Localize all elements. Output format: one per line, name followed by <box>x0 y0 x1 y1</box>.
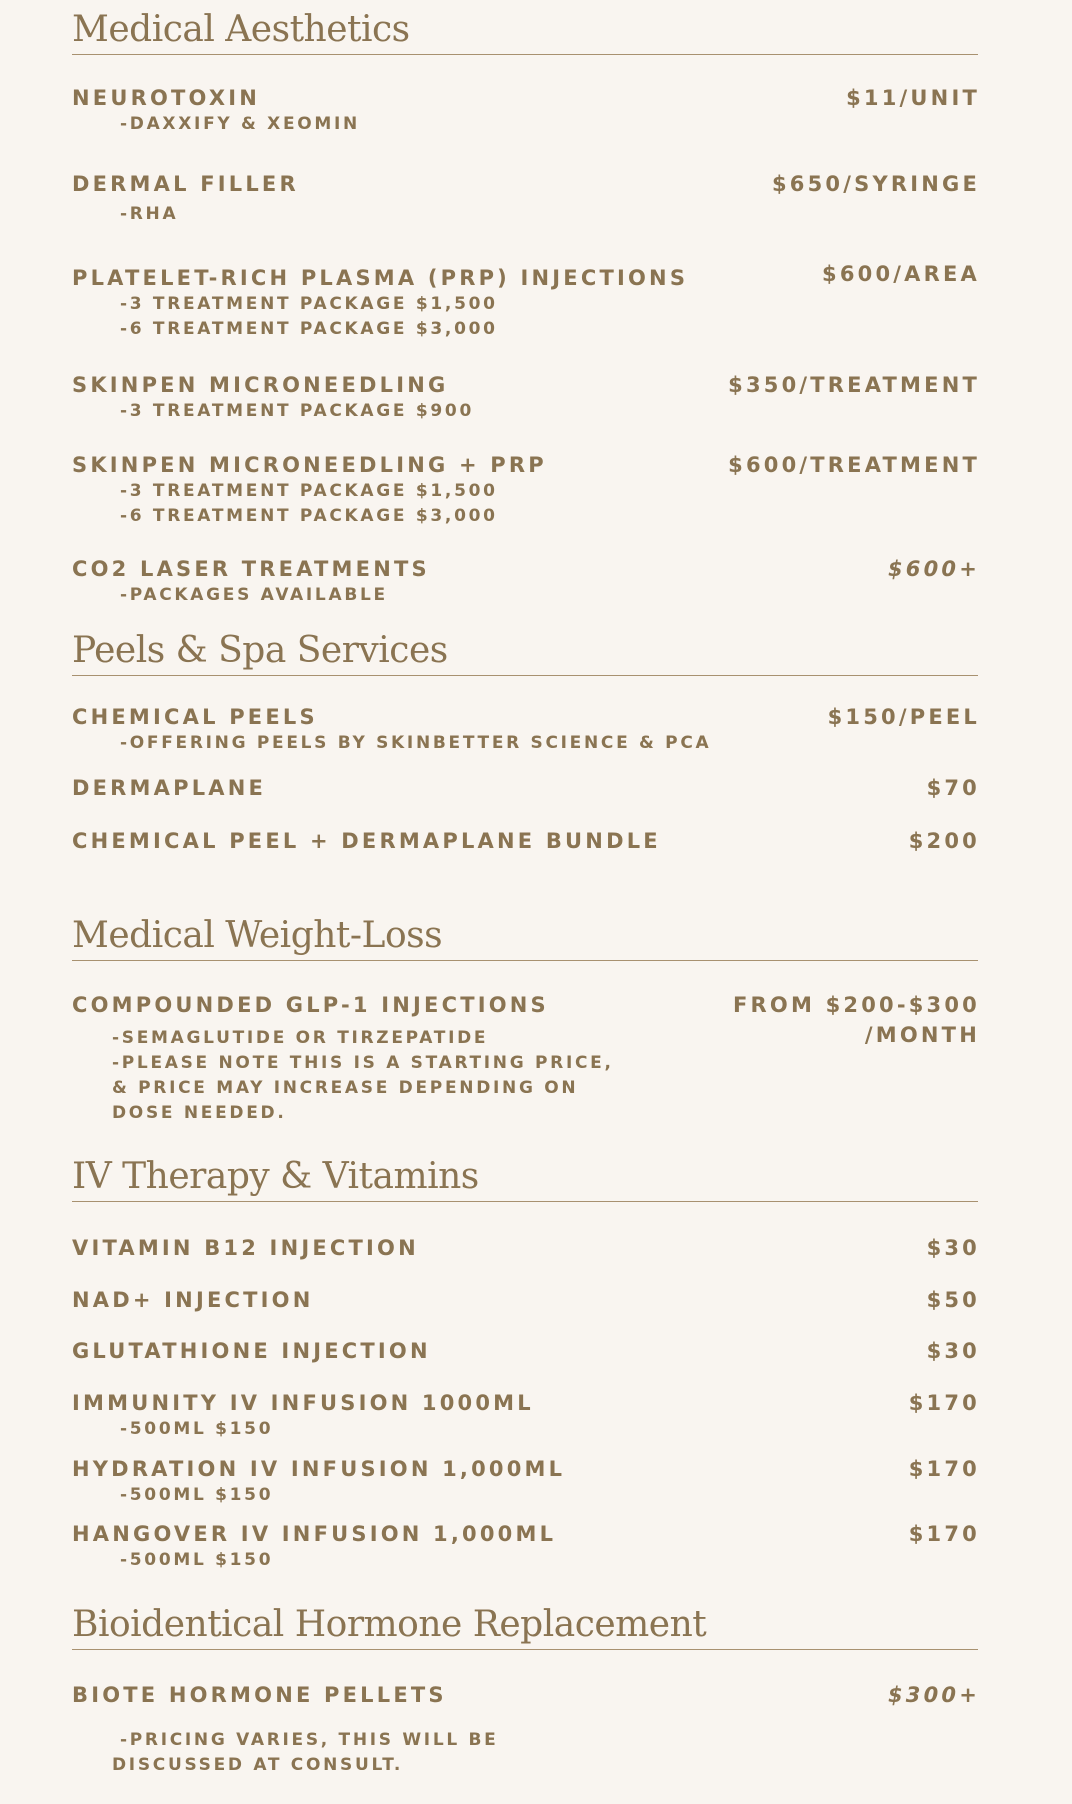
service-name: PLATELET-RICH PLASMA (PRP) INJECTIONS <box>72 266 689 290</box>
service-name: COMPOUNDED GLP-1 INJECTIONS <box>72 993 549 1017</box>
service-detail: -3 TREATMENT PACKAGE $1,500 <box>120 294 498 314</box>
service-price: $170 <box>908 1522 980 1546</box>
service-detail: DOSE NEEDED. <box>112 1103 287 1123</box>
service-detail: -PRICING VARIES, THIS WILL BE <box>120 1730 499 1750</box>
service-name: SKINPEN MICRONEEDLING <box>72 373 449 397</box>
service-name: VITAMIN B12 INJECTION <box>72 1236 419 1260</box>
section-heading-iv-therapy: IV Therapy & Vitamins <box>72 1157 978 1202</box>
service-name: NEUROTOXIN <box>72 86 261 110</box>
service-price: $350/TREATMENT <box>728 373 980 397</box>
section-heading-medical-aesthetics: Medical Aesthetics <box>72 10 978 55</box>
service-detail: -6 TREATMENT PACKAGE $3,000 <box>120 319 498 339</box>
service-price: $600/AREA <box>822 262 980 286</box>
service-detail: -500ML $150 <box>120 1550 274 1570</box>
service-detail: -DAXXIFY & XEOMIN <box>120 114 360 134</box>
service-detail: -3 TREATMENT PACKAGE $1,500 <box>120 481 498 501</box>
service-name: BIOTE HORMONE PELLETS <box>72 1683 447 1707</box>
service-name: GLUTATHIONE INJECTION <box>72 1339 431 1363</box>
service-price: $50 <box>926 1288 980 1312</box>
service-detail: -PACKAGES AVAILABLE <box>120 585 388 605</box>
service-detail: -500ML $150 <box>120 1485 274 1505</box>
service-name: CO2 LASER TREATMENTS <box>72 557 430 581</box>
service-name: NAD+ INJECTION <box>72 1288 314 1312</box>
section-heading-weight-loss: Medical Weight-Loss <box>72 916 978 961</box>
service-detail: -RHA <box>120 204 179 224</box>
service-detail: -500ML $150 <box>120 1419 274 1439</box>
service-name: HYDRATION IV INFUSION 1,000ML <box>72 1457 566 1481</box>
service-name: SKINPEN MICRONEEDLING + PRP <box>72 453 547 477</box>
service-price: $170 <box>908 1391 980 1415</box>
service-price: $150/PEEL <box>827 705 980 729</box>
section-heading-hormone-replacement: Bioidentical Hormone Replacement <box>72 1605 978 1650</box>
service-price: $170 <box>908 1457 980 1481</box>
service-price: $200 <box>908 829 980 853</box>
service-price: $30 <box>926 1236 980 1260</box>
service-name: DERMAPLANE <box>72 776 267 800</box>
service-detail: -SEMAGLUTIDE OR TIRZEPATIDE <box>112 1028 489 1048</box>
service-name: IMMUNITY IV INFUSION 1000ML <box>72 1391 534 1415</box>
service-price: $11/UNIT <box>846 86 980 110</box>
service-name: CHEMICAL PEEL + DERMAPLANE BUNDLE <box>72 829 661 853</box>
service-price-unit: /MONTH <box>864 1023 980 1047</box>
service-detail: -PLEASE NOTE THIS IS A STARTING PRICE, <box>112 1053 614 1073</box>
service-price: $600+ <box>887 557 980 581</box>
service-name: DERMAL FILLER <box>72 172 299 196</box>
service-price: $300+ <box>887 1683 980 1707</box>
service-detail: -3 TREATMENT PACKAGE $900 <box>120 401 474 421</box>
service-detail: & PRICE MAY INCREASE DEPENDING ON <box>112 1078 579 1098</box>
service-detail: -6 TREATMENT PACKAGE $3,000 <box>120 506 498 526</box>
service-price: $600/TREATMENT <box>728 453 980 477</box>
service-detail: DISCUSSED AT CONSULT. <box>112 1755 404 1775</box>
service-name: HANGOVER IV INFUSION 1,000ML <box>72 1522 557 1546</box>
service-name: CHEMICAL PEELS <box>72 705 318 729</box>
service-price: $70 <box>926 776 980 800</box>
service-detail: -OFFERING PEELS BY SKINBETTER SCIENCE & PCA <box>120 733 712 753</box>
service-price: FROM $200-$300 <box>733 993 980 1017</box>
service-price: $30 <box>926 1339 980 1363</box>
section-heading-peels-spa: Peels & Spa Services <box>72 631 978 676</box>
service-price: $650/SYRINGE <box>772 172 980 196</box>
